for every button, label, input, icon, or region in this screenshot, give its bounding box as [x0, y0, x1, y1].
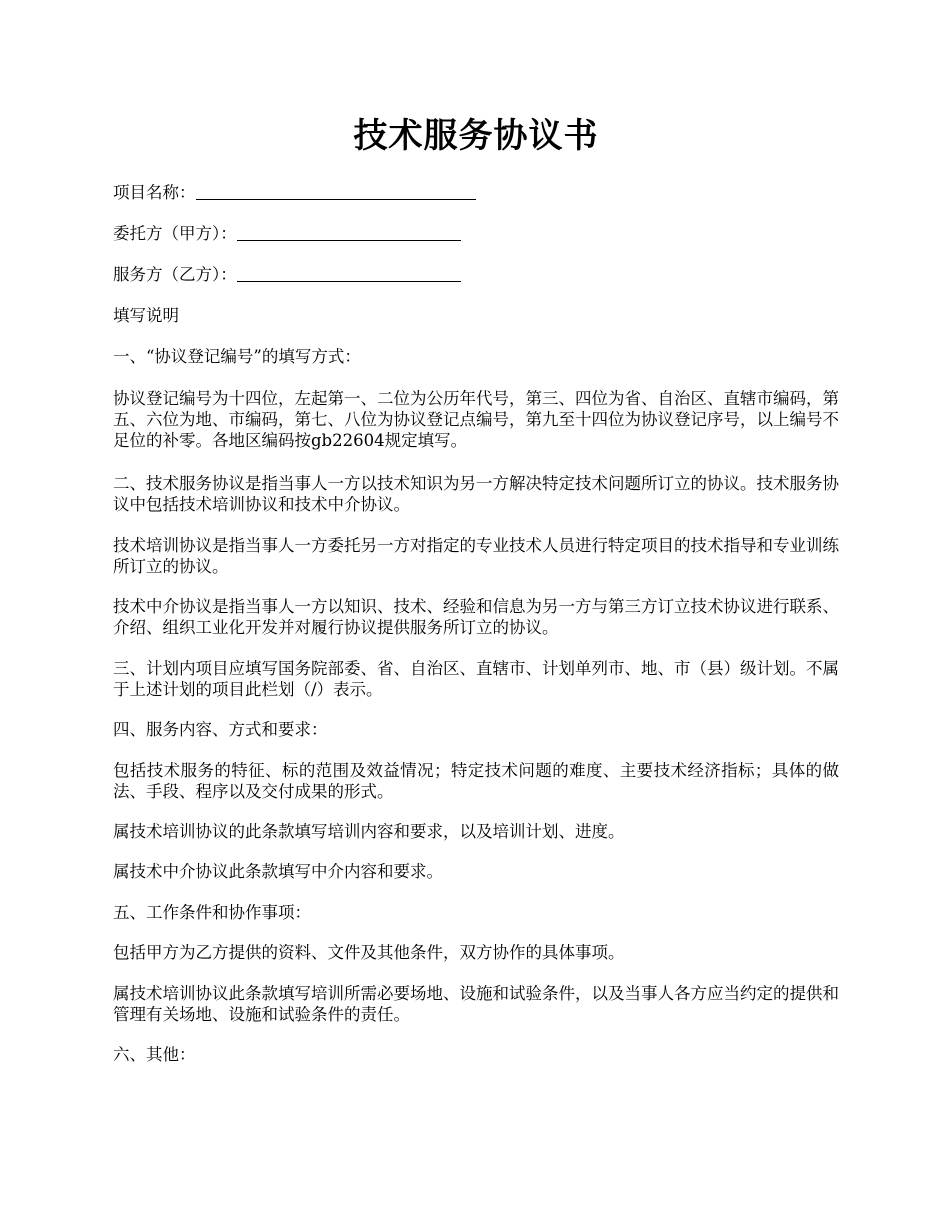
paragraph-service-content: 包括技术服务的特征、标的范围及效益情况；特定技术问题的难度、主要技术经济指标；具体的做法、手段、程序以及交付成果的形式。 — [113, 761, 839, 801]
field-client — [113, 223, 839, 244]
project-name-blank[interactable] — [196, 183, 476, 200]
field-label: 委托方（甲方）： — [113, 224, 237, 243]
paragraph-section-2: 二、技术服务协议是指当事人一方以技术知识为另一方解决特定技术问题所订立的协议。技术服务协议中包括技术培训协议和技术中介协议。 — [113, 474, 839, 514]
field-project-name — [113, 182, 839, 203]
section-5-heading: 五、工作条件和协作事项： — [113, 903, 311, 922]
paragraph-intermediary-content: 属技术中介协议此条款填写中介内容和要求。 — [113, 862, 443, 881]
paragraph-work-conditions: 包括甲方为乙方提供的资料、文件及其他条件，双方协作的具体事项。 — [113, 943, 625, 962]
field-label: 项目名称： — [113, 183, 196, 202]
paragraph-registration-number: 协议登记编号为十四位，左起第一、二位为公历年代号，第三、四位为省、自治区、直辖市编码，第五、六位为地、市编码，第七、八位为协议登记点编号，第九至十四位为协议登记序号，以上编号不足位的补零。各地区编码按gb22604规定填写。 — [113, 389, 839, 450]
paragraph-intermediary-agreement: 技术中介协议是指当事人一方以知识、技术、经验和信息为另一方与第三方订立技术协议进行联系、介绍、组织工业化开发并对履行协议提供服务所订立的协议。 — [113, 597, 839, 637]
paragraph-training-content: 属技术培训协议的此条款填写培训内容和要求，以及培训计划、进度。 — [113, 822, 625, 841]
section-4-heading: 四、服务内容、方式和要求： — [113, 720, 328, 739]
client-blank[interactable] — [237, 224, 461, 241]
field-label: 服务方（乙方）： — [113, 265, 237, 284]
section-6-heading: 六、其他： — [113, 1045, 196, 1064]
provider-blank[interactable] — [237, 265, 461, 282]
paragraph-section-3: 三、计划内项目应填写国务院部委、省、自治区、直辖市、计划单列市、地、市（县）级计划。不属于上述计划的项目此栏划（/）表示。 — [113, 659, 839, 699]
instructions-heading: 填写说明 — [113, 306, 179, 325]
section-1-heading: 一、“协议登记编号”的填写方式： — [113, 347, 361, 366]
document-title: 技术服务协议书 — [353, 116, 599, 156]
paragraph-training-facilities: 属技术培训协议此条款填写培训所需必要场地、设施和试验条件，以及当事人各方应当约定的提供和管理有关场地、设施和试验条件的责任。 — [113, 984, 839, 1024]
paragraph-training-agreement: 技术培训协议是指当事人一方委托另一方对指定的专业技术人员进行特定项目的技术指导和专业训练所订立的协议。 — [113, 536, 839, 576]
field-provider — [113, 264, 839, 285]
